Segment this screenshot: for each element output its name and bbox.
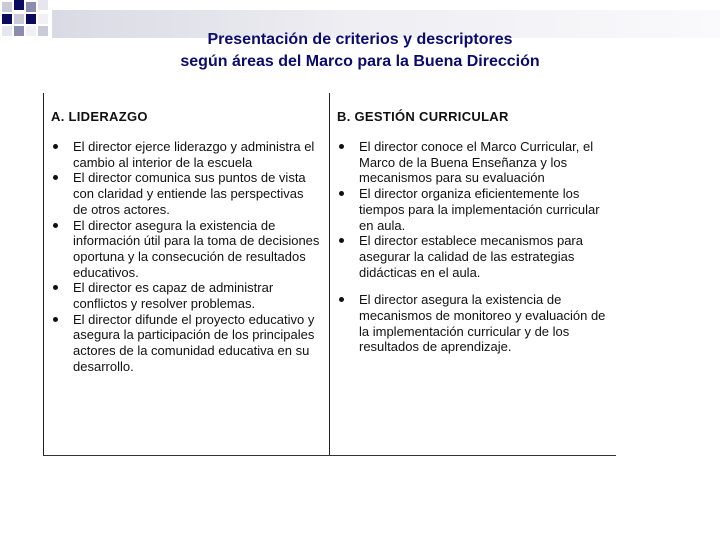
bullet-icon (339, 191, 344, 196)
list-item (337, 292, 607, 355)
table-bottom-border (43, 455, 616, 456)
list-item-text: El director establece mecanismos para asegurar la calidad de las estrategias didácticas en el aula. (359, 233, 583, 280)
list-item-text: El director es capaz de administrar conflictos y resolver problemas. (73, 280, 274, 312)
slide-title-line-2: según áreas del Marco para la Buena Dirección (180, 53, 540, 70)
list-item (337, 233, 607, 280)
criteria-list (337, 139, 607, 355)
bullet-icon (53, 285, 58, 290)
table-column-divider (329, 93, 330, 456)
column-heading: B. GESTIÓN CURRICULAR (337, 109, 509, 124)
list-item (51, 312, 321, 375)
list-item-text: El director comunica sus puntos de vista con claridad y entiende las perspectivas de otros actores. (73, 170, 306, 217)
bullet-icon (339, 297, 344, 302)
list-item-text: El director ejerce liderazgo y administra el cambio al interior de la escuela (73, 139, 315, 170)
list-item (51, 280, 321, 311)
column-liderazgo (51, 109, 321, 375)
list-item (51, 218, 321, 281)
bullet-icon (339, 238, 344, 243)
list-item (51, 139, 321, 170)
bullet-icon (53, 144, 58, 149)
criteria-table (43, 93, 616, 456)
bullet-icon (53, 223, 58, 228)
checker-square (38, 0, 48, 10)
list-item (337, 186, 607, 233)
slide-title-line-1: Presentación de criterios y descriptores (207, 31, 513, 48)
column-heading: A. LIDERAZGO (51, 109, 148, 124)
bullet-icon (339, 144, 344, 149)
list-item (51, 170, 321, 217)
checker-square (2, 14, 12, 24)
column-gestion-curricular (337, 109, 607, 355)
bullet-icon (53, 317, 58, 322)
criteria-list (51, 139, 321, 375)
list-item-text: El director organiza eficientemente los tiempos para la implementación curricular en aula. (359, 186, 600, 233)
list-item-text: El director conoce el Marco Curricular, el Marco de la Buena Enseñanza y los mecanismos para su evaluación (359, 139, 594, 186)
list-item-text: El director asegura la existencia de mecanismos de monitoreo y evaluación de la implementación curricular y de los resultados de aprendizaje. (359, 292, 606, 355)
checker-square (14, 0, 24, 10)
checker-square (14, 14, 24, 24)
list-item-text: El director asegura la existencia de información útil para la toma de decisiones oportuna y la consecución de resultados educativos. (73, 217, 320, 280)
table-left-border (43, 93, 44, 456)
checker-square (26, 2, 36, 12)
list-item (337, 139, 607, 186)
list-item-text: El director difunde el proyecto educativo y asegura la participación de los principales actores de la comunidad educativa en su desarrollo. (73, 311, 315, 374)
checker-square (38, 14, 48, 24)
bullet-icon (53, 175, 58, 180)
checker-square (26, 14, 36, 24)
checker-square (2, 2, 12, 12)
